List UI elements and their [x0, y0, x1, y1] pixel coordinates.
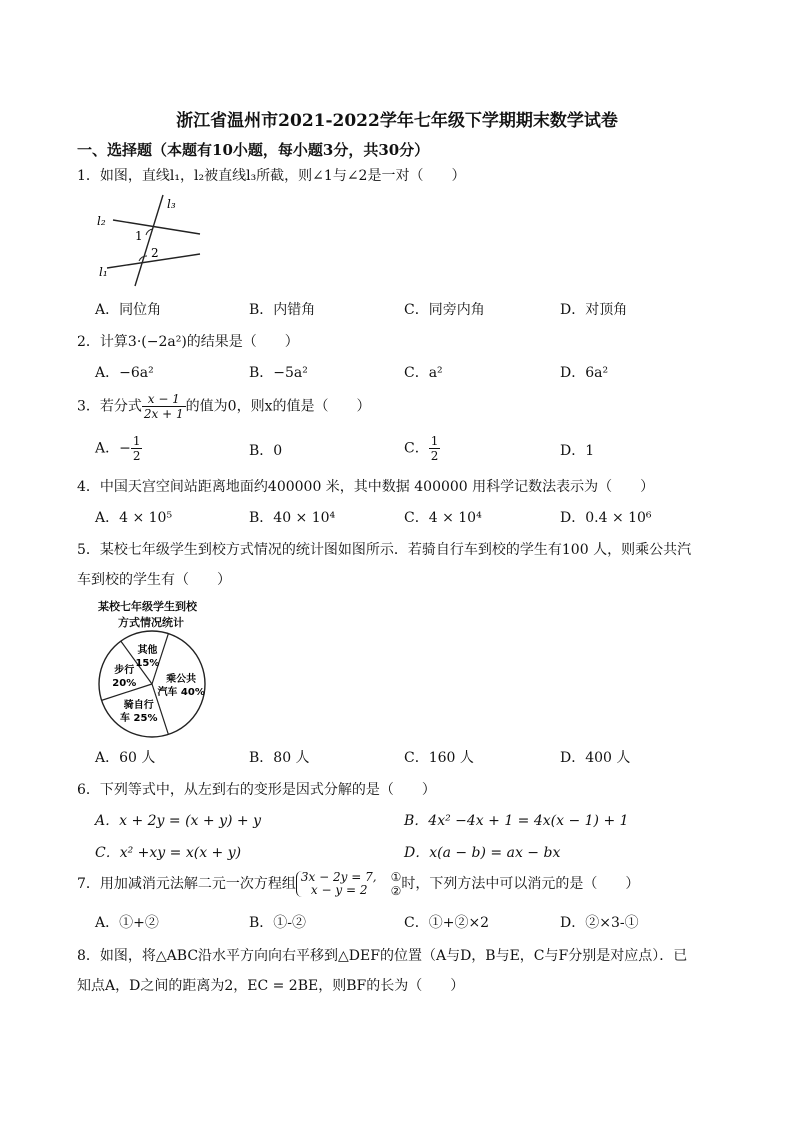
- q3-option-b: B．0: [249, 443, 283, 459]
- label-angle-2: 2: [151, 246, 159, 260]
- chart-title-line-1: 某校七年级学生到校: [98, 600, 197, 613]
- question-3: [77, 392, 370, 421]
- equation-markers: ① ②: [390, 870, 402, 898]
- q7-option-c: C．①+②×2: [404, 915, 490, 931]
- pie-slice-value: 15%: [135, 658, 160, 670]
- question-2: 2．计算3·(−2a²)的结果是（ ）: [77, 334, 299, 350]
- q1-option-b: B．内错角: [249, 302, 316, 318]
- q3-option-d: D．1: [560, 443, 595, 459]
- q6-option-b: B．4x² −4x + 1 = 4x(x − 1) + 1: [404, 813, 629, 829]
- exam-title: 浙江省温州市2021-2022学年七年级下学期期末数学试卷: [176, 111, 618, 131]
- q4-option-c: C．4 × 10⁴: [404, 510, 482, 526]
- pie-slice-value: 车 25%: [120, 712, 158, 724]
- question-8-line-1: 8．如图，将△ABC沿水平方向向右平移到△DEF的位置（A与D，B与E，C与F分别是对应点）．已: [77, 948, 688, 964]
- q5-option-a: A．60 人: [95, 750, 156, 766]
- q5-option-d: D．400 人: [560, 750, 631, 766]
- question-4: 4．中国天宫空间站距离地面约400000 米，其中数据 400000 用科学记数法表示为（ ）: [77, 479, 655, 495]
- question-5-line-2: 车到校的学生有（ ）: [77, 572, 231, 588]
- q3-prefix: 3．若分式: [77, 398, 142, 415]
- equation-system: 3x − 2y = 7, x − y = 2: [296, 871, 377, 897]
- q6-option-a: A．x + 2y = (x + y) + y: [95, 813, 261, 829]
- q1-figure: [95, 190, 205, 290]
- pie-slice-value: 20%: [112, 677, 137, 689]
- pie-slice-label: 其他: [137, 645, 158, 657]
- q4-option-b: B．40 × 10⁴: [249, 510, 336, 526]
- q4-option-a: A．4 × 10⁵: [95, 510, 173, 526]
- q3-suffix: 的值为0，则x的值是（ ）: [185, 398, 371, 415]
- pie-chart: [96, 628, 216, 740]
- q6-option-c: C．x² +xy = x(x + y): [95, 845, 242, 861]
- q1-option-c: C．同旁内角: [404, 302, 485, 318]
- section-heading: 一、选择题（本题有10小题，每小题3分，共30分）: [77, 141, 430, 159]
- pie-slice-label: 乘公共: [166, 674, 197, 685]
- q1-option-d: D．对顶角: [560, 302, 628, 318]
- question-5-line-1: 5．某校七年级学生到校方式情况的统计图如图所示．若骑自行车到校的学生有100 人，则乘公共汽: [77, 542, 692, 558]
- q2-option-b: B．−5a²: [249, 365, 308, 381]
- question-6: 6．下列等式中，从左到右的变形是因式分解的是（ ）: [77, 782, 436, 798]
- label-l1: l₁: [99, 265, 108, 279]
- question-8-line-2: 知点A，D之间的距离为2，EC = 2BE，则BF的长为（ ）: [77, 978, 465, 994]
- q7-option-a: A．①+②: [95, 915, 159, 931]
- pie-slice-label: 步行: [114, 664, 135, 676]
- q7-option-b: B．①-②: [249, 915, 307, 931]
- q3-option-c: C． $\frac{1}{2}$: [404, 434, 439, 463]
- chart-title-line-2: 方式情况统计: [118, 616, 184, 629]
- pie-slice-label: 骑自行: [123, 699, 154, 711]
- q1-option-a: A．同位角: [95, 302, 162, 318]
- q2-option-d: D．6a²: [560, 365, 609, 381]
- q4-option-d: D．0.4 × 10⁶: [560, 510, 652, 526]
- question-1: 1．如图，直线l₁，l₂被直线l₃所截，则∠1与∠2是一对（ ）: [77, 168, 466, 184]
- q5-option-c: C．160 人: [404, 750, 474, 766]
- pie-slice-value: 汽车 40%: [157, 687, 205, 698]
- q2-option-c: C．a²: [404, 365, 443, 381]
- label-l3: l₃: [167, 197, 176, 211]
- question-7: 7．用加减消元法解二元一次方程组 3x − 2y = 7, x − y = 2 ① ② 时，下列方法中可以消元的是（ ）: [77, 870, 640, 898]
- label-angle-1: 1: [135, 229, 143, 243]
- q2-option-a: A．−6a²: [95, 365, 154, 381]
- q7-option-d: D．②×3-①: [560, 915, 639, 931]
- q5-option-b: B．80 人: [249, 750, 310, 766]
- label-l2: l₂: [97, 214, 106, 228]
- q3-option-a: A．− $\frac{1}{2}$: [95, 434, 141, 463]
- q3-fraction: $\frac{x - 1}{2x + 1}$: [143, 392, 184, 421]
- q6-option-d: D．x(a − b) = ax − bx: [404, 845, 561, 861]
